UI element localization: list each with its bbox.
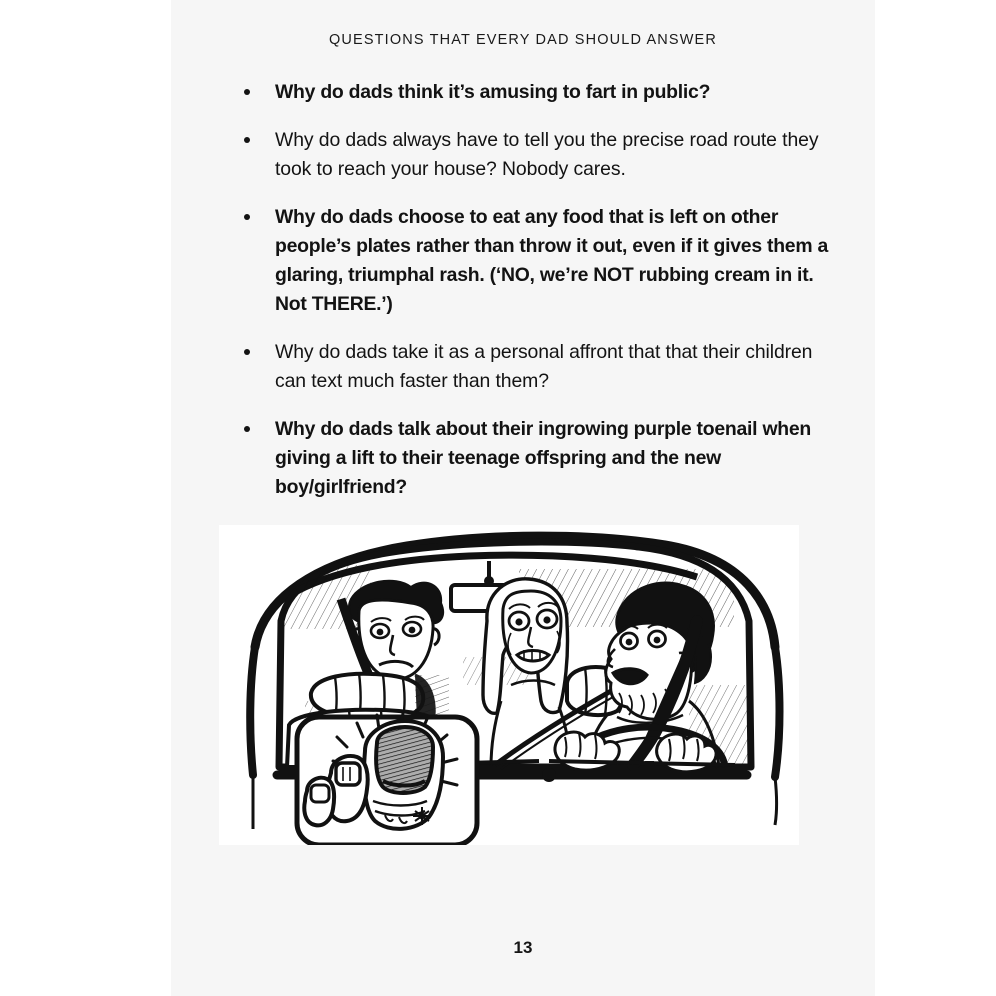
bullet-icon — [244, 89, 250, 95]
page-number: 13 — [513, 938, 533, 957]
list-item — [229, 78, 829, 107]
car-cartoon-illustration — [219, 525, 799, 845]
list-item — [229, 203, 829, 319]
bullet-icon — [244, 214, 250, 220]
list-item — [229, 126, 829, 184]
list-item — [229, 415, 829, 502]
question-text: Why do dads choose to eat any food that is left on other people’s plates rather than throw it out, even if it gives them a glaring, triumphal rash. (‘NO, we’re NOT rubbing cream in it. Not THERE.’) — [275, 206, 829, 315]
question-list — [229, 78, 829, 521]
question-text: Why do dads talk about their ingrowing purple toenail when giving a lift to their teenage offspring and the new boy/girlfriend? — [275, 418, 811, 498]
bullet-icon — [244, 349, 250, 355]
question-text: Why do dads think it’s amusing to fart in public? — [275, 81, 711, 103]
book-page — [171, 0, 875, 996]
toenail-inset-panel — [297, 713, 477, 845]
running-head: QUESTIONS THAT EVERY DAD SHOULD ANSWER — [328, 32, 718, 48]
car-cartoon-svg — [219, 525, 799, 845]
question-text: Why do dads take it as a personal affront that that their children can text much faster than them? — [275, 341, 813, 392]
bullet-icon — [244, 426, 250, 432]
bullet-icon — [244, 137, 250, 143]
list-item — [229, 338, 829, 396]
question-text: Why do dads always have to tell you the precise road route they took to reach your house? Nobody cares. — [275, 129, 819, 180]
